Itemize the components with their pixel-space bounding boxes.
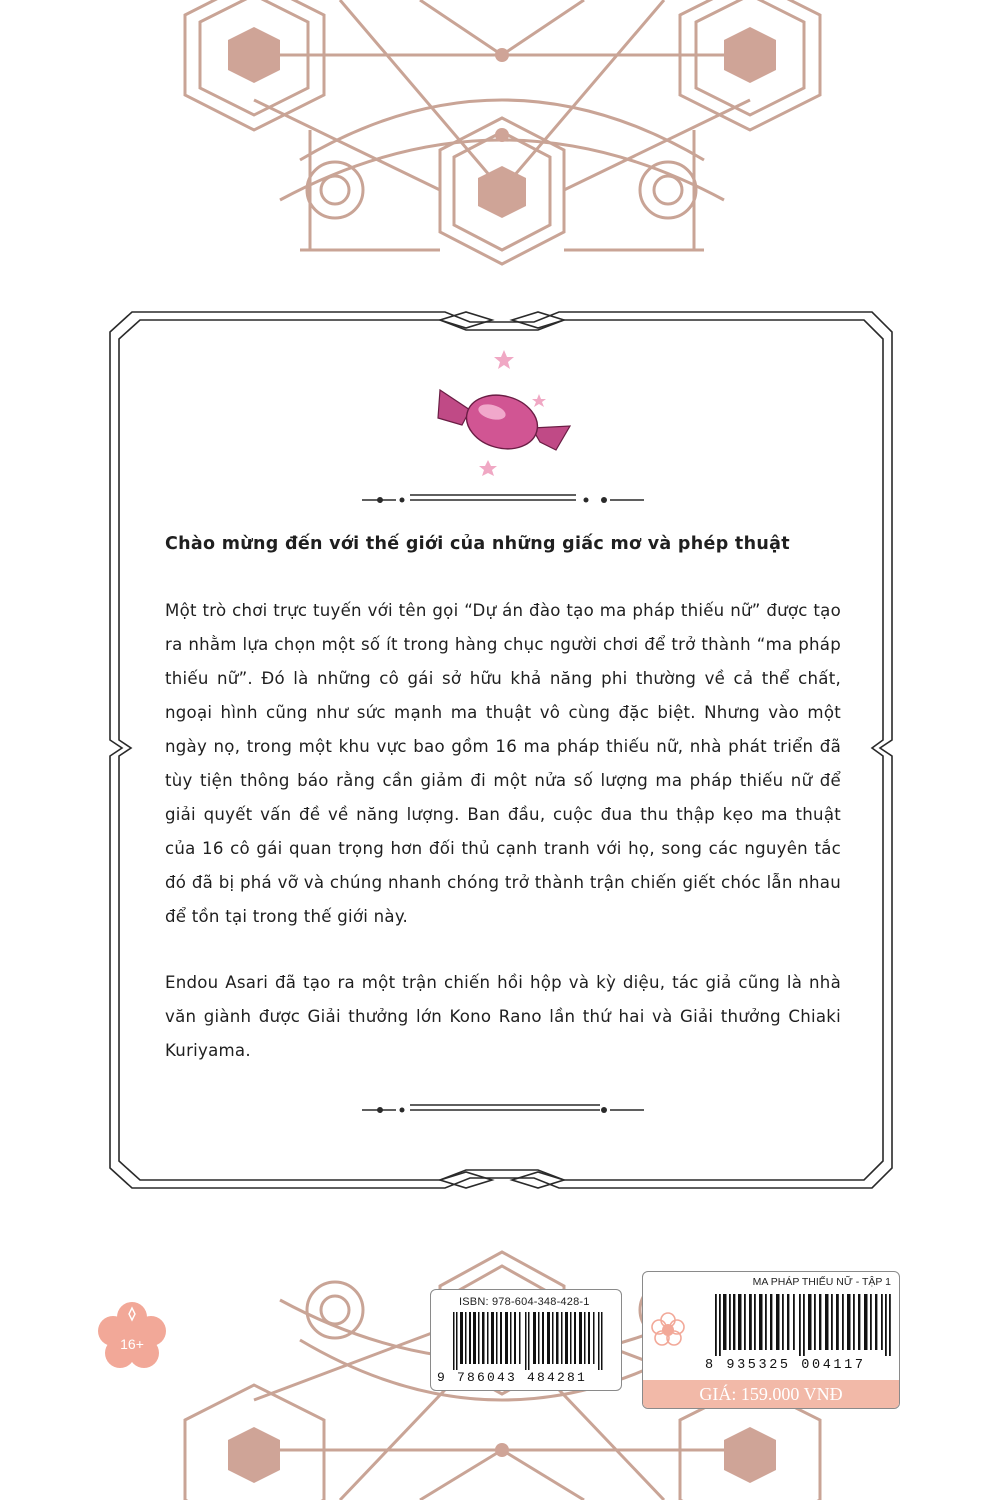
author-paragraph: Endou Asari đã tạo ra một trận chiến hồi hộp và kỳ diệu, tác giả cũng là nhà văn giành được Giải thưởng lớn Kono Rano lần thứ hai và Giải thưởng Chiaki Kuriyama. [165,973,841,1060]
series-label: MA PHÁP THIẾU NỮ - TẬP 1 [752,1276,891,1288]
price-label: GIÁ: 159.000 VNĐ [643,1380,899,1408]
top-ornament [0,0,1004,275]
age-rating: 16+ [120,1336,144,1352]
sakura-mini-icon [650,1311,686,1347]
isbn-barcode [453,1312,603,1370]
isbn-label: ISBN: 978-604-348-428-1 [459,1296,590,1308]
synopsis-paragraph: Một trò chơi trực tuyến với tên gọi “Dự án đào tạo ma pháp thiếu nữ” được tạo ra nhằm lựa chọn một số ít trong hàng chục người chơi để trở thành “ma pháp thiếu nữ”. Đó là những cô gái sở hữu khả năng phi thường về cả thể chất, ngoại hình cũng như sức mạnh ma thuật vô cùng đặc biệt. Nhưng vào một ngày nọ, trong một khu vực bao gồm 16 ma pháp thiếu nữ, nhà phát triển đã tùy tiện thông báo rằng cần giảm đi một nửa số lượng ma pháp thiếu nữ để giải quyết vấn đề về năng lượng. Ban đầu, cuộc đua thu thập kẹo ma thuật của 16 cô gái quan trọng hơn đối thủ cạnh tranh với họ, song các nguyên tắc đó đã bị phá vỡ và chúng nhanh chóng trở thành trận chiến giết chóc lẫn nhau để tồn tại trong thế giới này. [165,601,841,926]
candy-icon [438,388,570,457]
ean-digits: 8 935325 004117 [705,1358,866,1373]
isbn-sticker [430,1289,622,1391]
ean-barcode [715,1294,891,1356]
heading: Chào mừng đến với thế giới của những giấc mơ và phép thuật [165,534,790,554]
isbn-digits: 9 786043 484281 [437,1370,588,1385]
